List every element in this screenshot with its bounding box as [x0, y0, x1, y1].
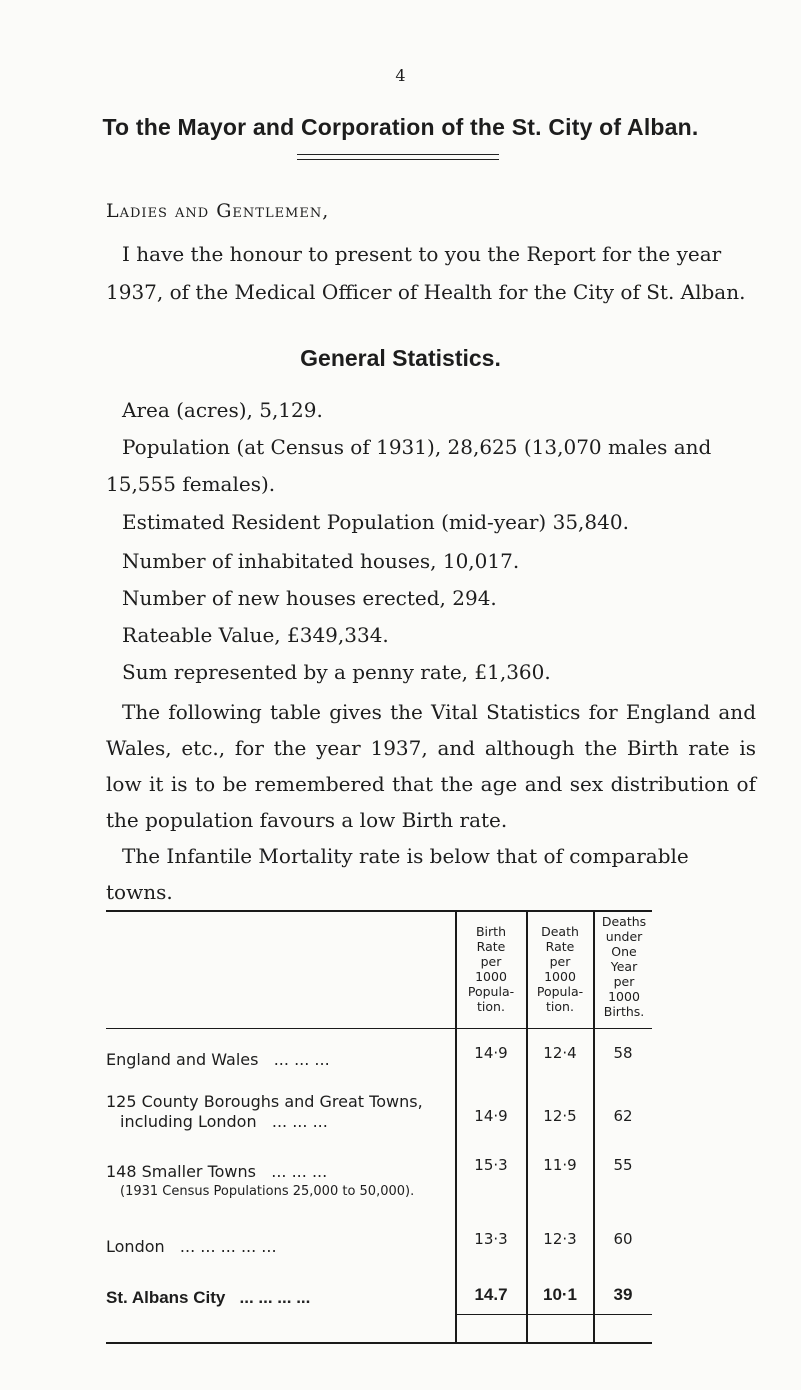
stat-population-cont: 15,555 females).: [106, 472, 276, 496]
heading-rule-bottom: [297, 159, 499, 160]
cell-infant-deaths: 58: [613, 1044, 633, 1062]
table-row-label: 148 Smaller Towns ... ... ...: [106, 1162, 328, 1181]
cell-infant-deaths: 39: [613, 1285, 633, 1304]
stat-area: Area (acres), 5,129.: [122, 398, 323, 422]
cell-infant-deaths: 55: [613, 1156, 633, 1174]
intro-paragraph: I have the honour to present to you the Report for the year 1937, of the Medical Officer of Health for the City of St. Alban.: [106, 242, 746, 304]
stat-inhabited-houses: Number of inhabitated houses, 10,017.: [122, 549, 520, 573]
section-heading: General Statistics.: [300, 345, 501, 371]
stat-estimated-population: Estimated Resident Population (mid-year) 35,840.: [122, 510, 629, 534]
table-header-rule-right: [456, 1028, 652, 1029]
table-row-note: (1931 Census Populations 25,000 to 50,000).: [120, 1184, 415, 1199]
stat-new-houses: Number of new houses erected, 294.: [122, 586, 497, 610]
table-top-rule: [106, 910, 652, 912]
salutation: Ladies and Gentlemen,: [106, 200, 330, 222]
cell-birth-rate: 13·3: [474, 1230, 508, 1248]
report-heading: To the Mayor and Corporation of the St. City of Alban.: [102, 114, 699, 140]
cell-death-rate: 11·9: [543, 1156, 577, 1174]
cell-birth-rate: 14.7: [474, 1285, 508, 1304]
table-bottom-rule: [106, 1342, 652, 1344]
table-row-label: England and Wales ... ... ...: [106, 1050, 330, 1069]
table-row-label: 125 County Boroughs and Great Towns,: [106, 1092, 423, 1111]
stat-population: Population (at Census of 1931), 28,625 (13,070 males and: [122, 435, 712, 459]
cell-birth-rate: 14·9: [474, 1044, 508, 1062]
table-header-rule-left: [106, 1028, 455, 1029]
stat-rateable-value: Rateable Value, £349,334.: [122, 623, 389, 647]
heading-rule-top: [297, 154, 499, 155]
header-infant-deaths: Deaths under One Year per 1000 Births.: [601, 914, 647, 1019]
stat-penny-rate: Sum represented by a penny rate, £1,360.: [122, 660, 551, 684]
cell-infant-deaths: 60: [613, 1230, 633, 1248]
cell-infant-deaths: 62: [613, 1107, 633, 1125]
infantile-mortality-paragraph: The Infantile Mortality rate is below that of comparable towns.: [106, 844, 689, 904]
header-birth-rate: Birth Rate per 1000 Popula- tion.: [467, 924, 515, 1014]
cell-birth-rate: 15·3: [474, 1156, 508, 1174]
cell-birth-rate: 14·9: [474, 1107, 508, 1125]
page-number: 4: [395, 66, 406, 85]
vital-statistics-paragraph: The following table gives the Vital Statistics for England and Wales, etc., for the year 1937, and although the Birth rate is low it is to be remembered that the age and sex distribution of the population favours a low Birth rate.: [106, 700, 756, 832]
cell-death-rate: 12·3: [543, 1230, 577, 1248]
cell-death-rate: 12·4: [543, 1044, 577, 1062]
table-total-rule: [456, 1314, 652, 1315]
table-row-label-cont: including London ... ... ...: [120, 1112, 328, 1131]
header-death-rate: Death Rate per 1000 Popula- tion.: [536, 924, 584, 1014]
cell-death-rate: 10·1: [542, 1285, 578, 1304]
table-row-label: St. Albans City ... ... ... ...: [106, 1288, 311, 1307]
cell-death-rate: 12·5: [543, 1107, 577, 1125]
table-row-label: London ... ... ... ... ...: [106, 1237, 277, 1256]
